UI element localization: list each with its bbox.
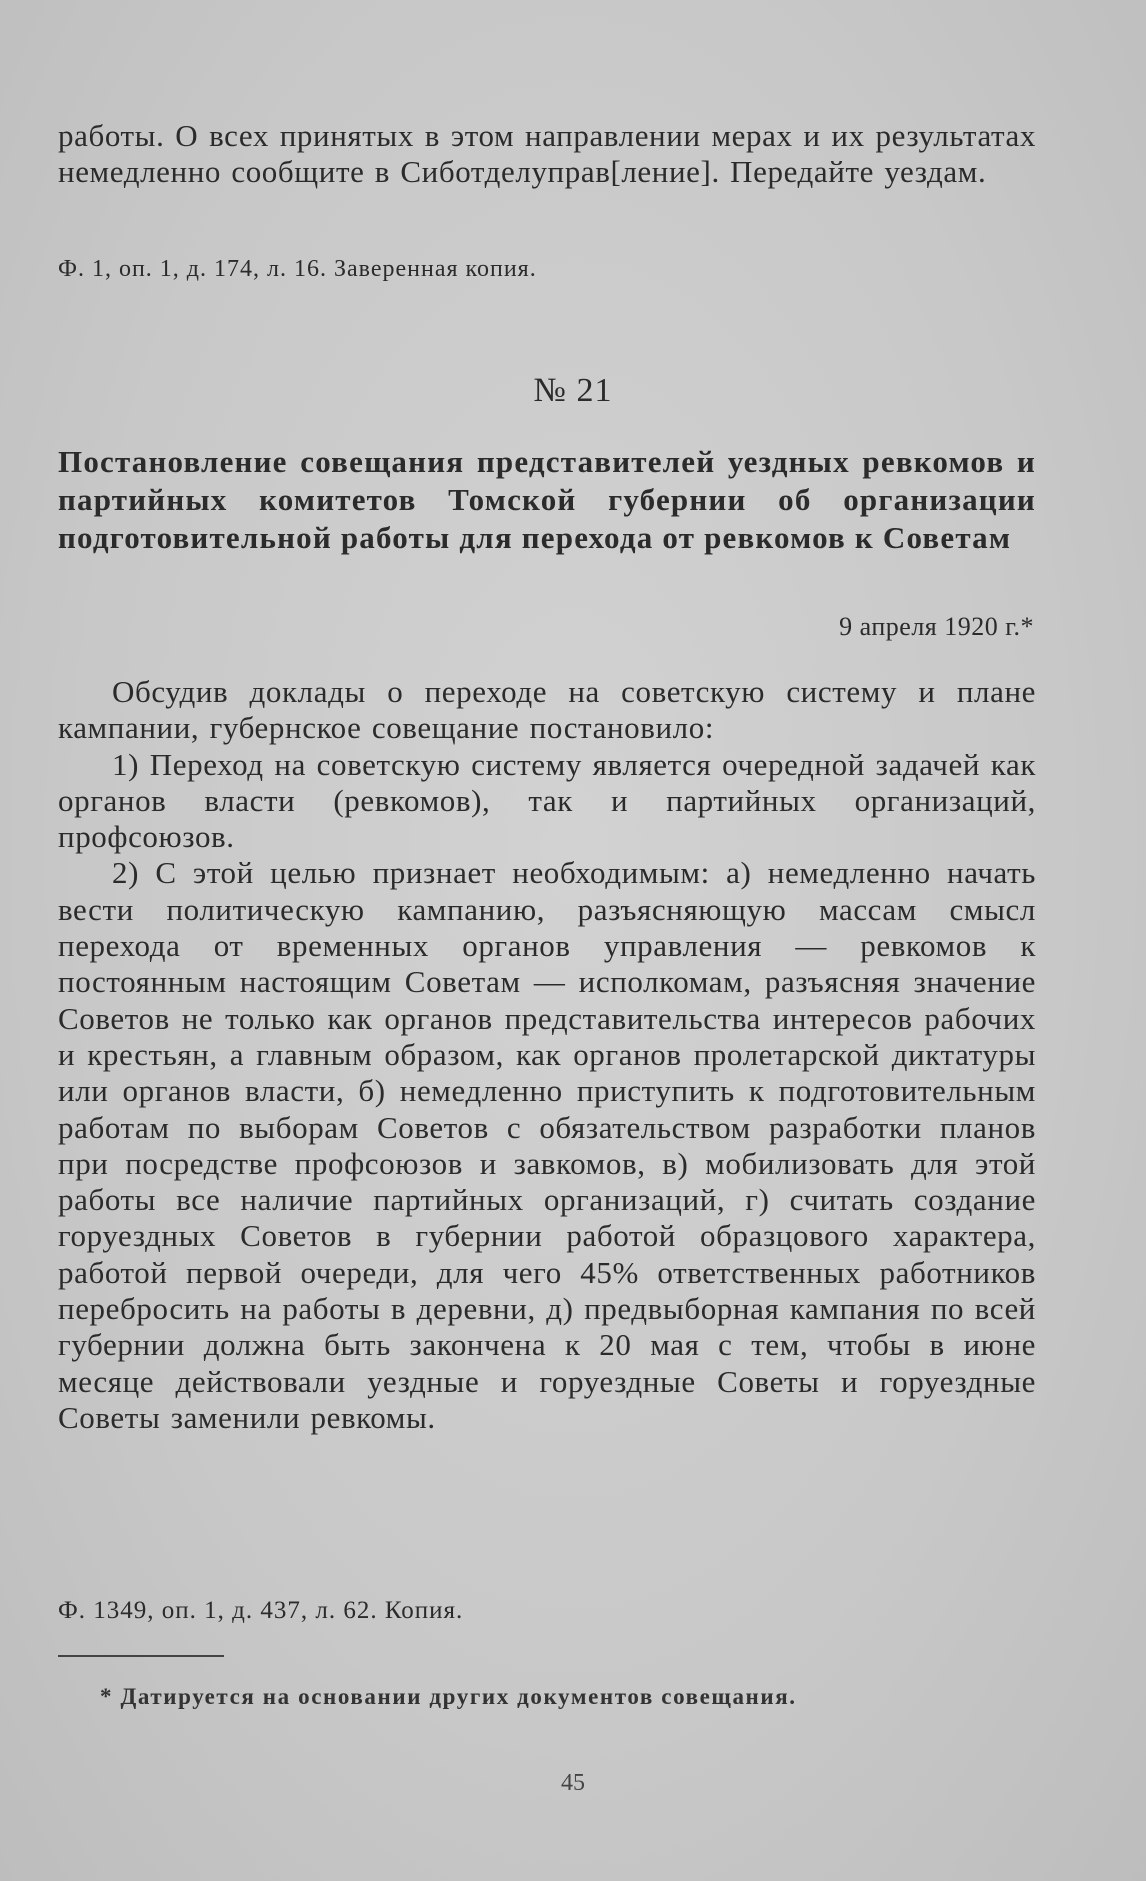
body-paragraph-2: 1) Переход на советскую систему является очередной задачей как органов власти (ревкомов), так и партийных организаций, профсоюзов. xyxy=(58,746,1036,855)
body-paragraph-3: 2) С этой целью признает необходимым: а) немедленно начать вести политическую кампанию, разъясняющую массам смысл перехода от временных органов управления — ревкомов к постоянным настоящим Советам — исполкомам, разъясняя значение Советов не только как органов представительства интересов рабочих и крестьян, а главным образом, как органов пролетарской диктатуры или органов власти, б) немедленно приступить к подготовительным работам по выборам Советов с обязательством разработки планов при посредстве профсоюзов и завкомов, в) мобилизовать для этой работы все наличие партийных организаций, г) считать создание горуездных Советов в губернии работой образцового характера, работой первой очереди, для чего 45% ответственных работников перебросить на работы в деревни, д) предвыборная кампания по всей губернии должна быть закончена к 20 мая с тем, чтобы в июне месяце действовали уездные и горуездные Советы и горуездные Советы заменили ревкомы. xyxy=(58,855,1036,1435)
body-paragraph-1: Обсудив доклады о переходе на советскую систему и плане кампании, губернское совещание постановило: xyxy=(58,674,1036,746)
footnote-divider xyxy=(58,1655,224,1657)
top-source: Ф. 1, оп. 1, д. 174, л. 16. Заверенная копия. xyxy=(58,256,537,282)
top-block xyxy=(58,118,1036,191)
page-number: 45 xyxy=(561,1770,585,1796)
document-body xyxy=(58,674,1036,1436)
footnote: * Датируется на основании других документов совещания. xyxy=(100,1684,797,1709)
bottom-source: Ф. 1349, оп. 1, д. 437, л. 62. Копия. xyxy=(58,1597,464,1624)
document-title: Постановление совещания представителей уездных ревкомов и партийных комитетов Томской губернии об организации подготовительной работы для перехода от ревкомов к Советам xyxy=(58,444,1036,555)
top-source-block xyxy=(58,254,618,284)
document-date: 9 апреля 1920 г.* xyxy=(839,612,1034,641)
document-number: № 21 xyxy=(533,372,613,409)
top-text: работы. О всех принятых в этом направлении мерах и их результатах немедленно сообщите в Сиботделуправ[ление]. Передайте уездам. xyxy=(58,118,1036,190)
bottom-source-block xyxy=(58,1596,1036,1626)
